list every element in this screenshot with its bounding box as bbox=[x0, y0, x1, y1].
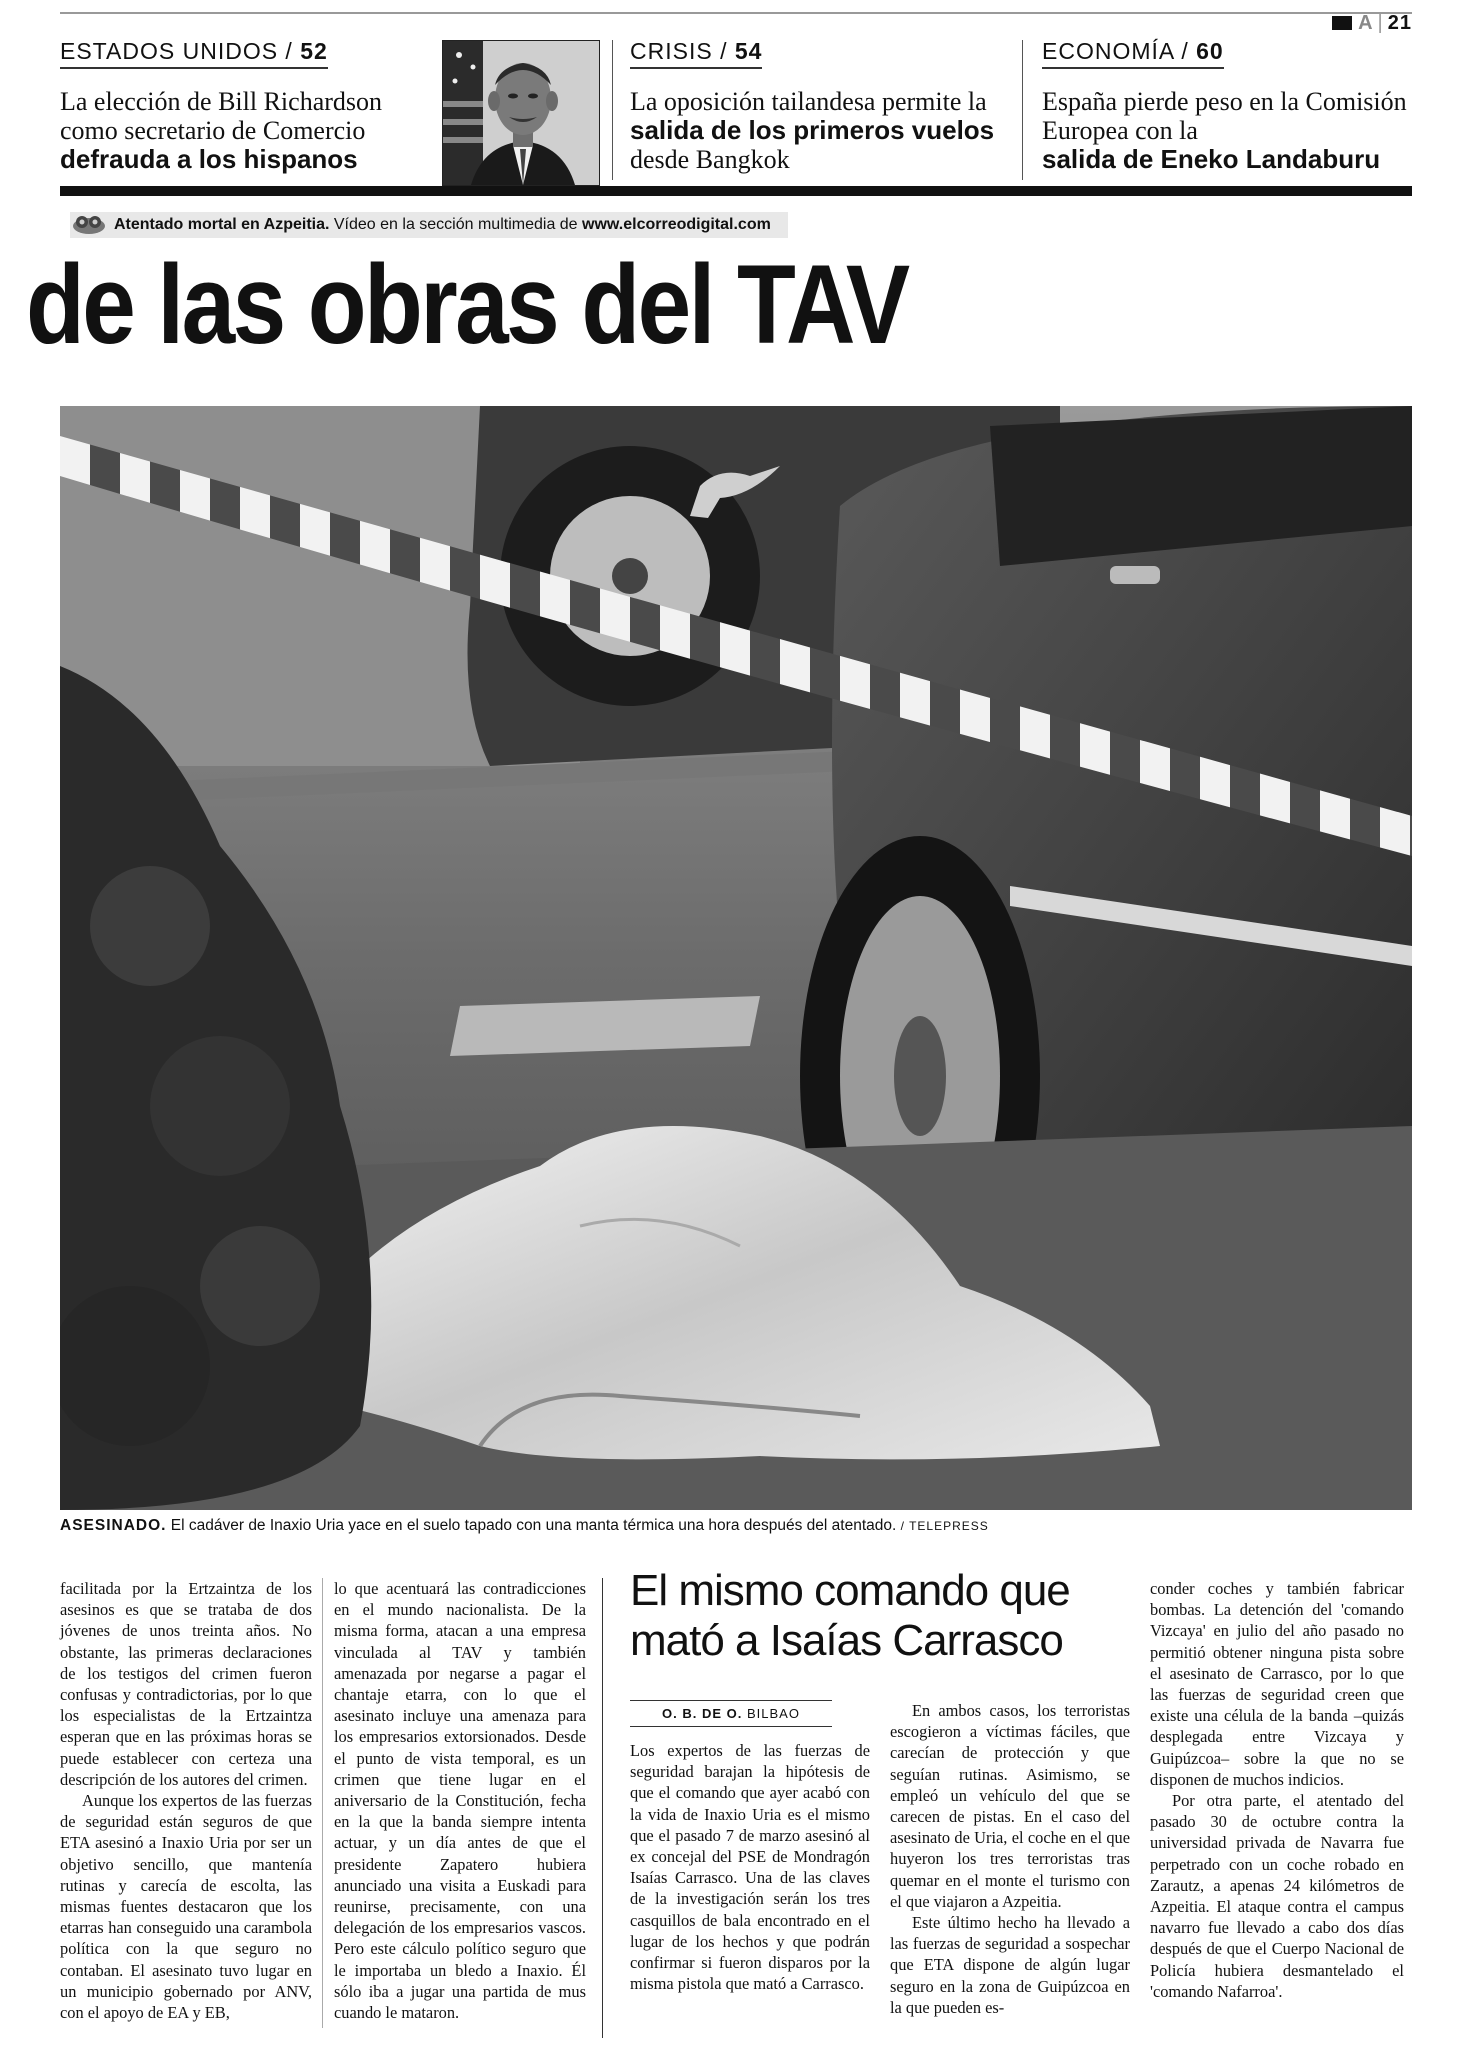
paragraph: Este último hecho ha llevado a las fuerzas de seguridad a sospechar que ETA dispone de algún lugar seguro en la zona de Guipúzcoa en la que pueden es- bbox=[890, 1913, 1130, 2017]
teaser-kicker: ESTADOS UNIDOS / 52 bbox=[60, 38, 328, 69]
sidebar-column-3 bbox=[1150, 1578, 1404, 2002]
sidebar-column-1 bbox=[630, 1740, 870, 1994]
multimedia-lead: Atentado mortal en Azpeitia. bbox=[114, 216, 330, 233]
paragraph: facilitada por la Ertzaintza de los asesinos es que se trataba de dos jóvenes de unos treinta años. No obstante, las primeras declaraciones de los testigos del crimen fueron confusas y contradictorias, por lo que los especialistas de la Ertzaintza esperan que en las próximas horas se puede establecer con certeza una descripción de los autores del crimen. bbox=[60, 1579, 312, 1789]
crime-scene-photo bbox=[60, 406, 1412, 1510]
section-letter: A bbox=[1358, 12, 1374, 34]
top-rule bbox=[60, 12, 1412, 14]
teaser-text: España pierde peso en la Comisión Europea con la salida de Eneko Landaburu bbox=[1042, 87, 1407, 174]
paragraph: Por otra parte, el atentado del pasado 30 de octubre contra la universidad privada de Navarra fue perpetrado con un coche robado en Zarautz, a apenas 24 kilómetros de Azpeitia. El ataque contra el campus navarro fue llevado a cabo dos días después de que el Cuerpo Nacional de Policía hubiera desmantelado el 'comando Nafarroa'. bbox=[1150, 1791, 1404, 2001]
paragraph: Aunque los expertos de las fuerzas de seguridad están seguros de que ETA asesinó a Inaxio Uria por ser un objetivo sencillo, que mantenía rutinas y carecía de escolta, las mismas fuentes destacaron que los etarras han conseguido una carambola política con la que seguro no contaban. El asesinato tuvo lugar en un municipio gobernado por ANV, con el apoyo de EA y EB, bbox=[60, 1791, 312, 2023]
byline: O. B. DE O. BILBAO bbox=[630, 1700, 832, 1727]
column-rule bbox=[322, 1578, 323, 2028]
body-column-1 bbox=[60, 1578, 312, 2023]
teaser-kicker: ECONOMÍA / 60 bbox=[1042, 38, 1224, 69]
teaser-text: La oposición tailandesa permite la salida de los primeros vuelos desde Bangkok bbox=[630, 87, 995, 174]
teaser-text: La elección de Bill Richardson como secretario de Comercio defrauda a los hispanos bbox=[60, 87, 383, 174]
sidebar-headline: El mismo comando que mató a Isaías Carrasco bbox=[630, 1566, 1070, 1665]
folio-marker bbox=[1332, 16, 1352, 30]
main-headline: de las obras del TAV bbox=[26, 242, 908, 367]
teaser-crisis[interactable] bbox=[630, 38, 1010, 184]
teaser-divider bbox=[612, 40, 613, 180]
paragraph: Los expertos de las fuerzas de seguridad barajan la hipótesis de que el comando que ayer acabó con la vida de Inaxio Uria es el mismo que el pasado 7 de marzo asesinó al ex concejal del PSE de Mondragón Isaías Carrasco. Una de las claves de la investigación serán los tres casquillos de bala encontrado en el lugar de los hechos y que podrán confirmar si fueron disparos por la misma pistola que mató a Carrasco. bbox=[630, 1741, 870, 1994]
sidebar-divider bbox=[602, 1578, 603, 2038]
multimedia-banner[interactable] bbox=[70, 212, 788, 238]
paragraph: conder coches y también fabricar bombas. La detención del 'comando Vizcaya' en julio del año pasado no permitió obtener ninguna pista sobre el asesinato de Carrasco, por lo que las fuerzas de seguridad creen que existe una célula de la banda –quizás desplegada entre Vizcaya y Guipúzcoa– sobre la que no se disponen de muchos indicios. bbox=[1150, 1579, 1404, 1789]
teaser-estados-unidos[interactable] bbox=[60, 38, 420, 184]
multimedia-link[interactable]: www.elcorreodigital.com bbox=[582, 216, 771, 233]
body-column-2 bbox=[334, 1578, 586, 2023]
page-folio: A | 21 bbox=[1332, 12, 1412, 35]
teaser-divider bbox=[1022, 40, 1023, 180]
paragraph: En ambos casos, los terroristas escogieron a víctimas fáciles, que carecían de protección y que seguían rutinas. Asimismo, se empleó un vehículo del que se carecen de pistas. En el caso del asesinato de Uria, el coche en el que huyeron los tres terroristas tras quemar en el monte el turismo con el que viajaron a Azpeitia. bbox=[890, 1701, 1130, 1911]
photo-caption: ASESINADO. El cadáver de Inaxio Uria yace en el suelo tapado con una manta térmica una hora después del atentado. / TELEPRESS bbox=[60, 1517, 989, 1534]
header-rule bbox=[60, 186, 1412, 196]
video-camera-icon bbox=[72, 213, 106, 235]
multimedia-text: Vídeo en la sección multimedia de bbox=[329, 216, 583, 233]
page-number: 21 bbox=[1387, 12, 1412, 34]
teaser-economia[interactable] bbox=[1042, 38, 1412, 184]
teaser-kicker: CRISIS / 54 bbox=[630, 38, 762, 69]
paragraph: lo que acentuará las contradicciones en el mundo nacionalista. De la misma forma, atacan a una empresa vinculada al TAV y también amenazada por negarse a pagar el chantaje etarra, con lo que el asesinato incluye una amenaza para los empresarios extorsionados. Desde el punto de vista temporal, es un crimen que tiene lugar en el aniversario de la Constitución, fecha en la que la banda siempre intenta actuar, y un día antes de que el presidente Zapatero hubiera anunciado una visita a Euskadi para reunirse, precisamente, con una delegación de los empresarios vascos. Pero este cálculo político seguro que le importaba un bledo a Inaxio. Él sólo iba a jugar una partida de mus cuando le mataron. bbox=[334, 1579, 586, 2023]
sidebar-column-2 bbox=[890, 1700, 1130, 2018]
teaser-photo-obama bbox=[442, 40, 600, 186]
